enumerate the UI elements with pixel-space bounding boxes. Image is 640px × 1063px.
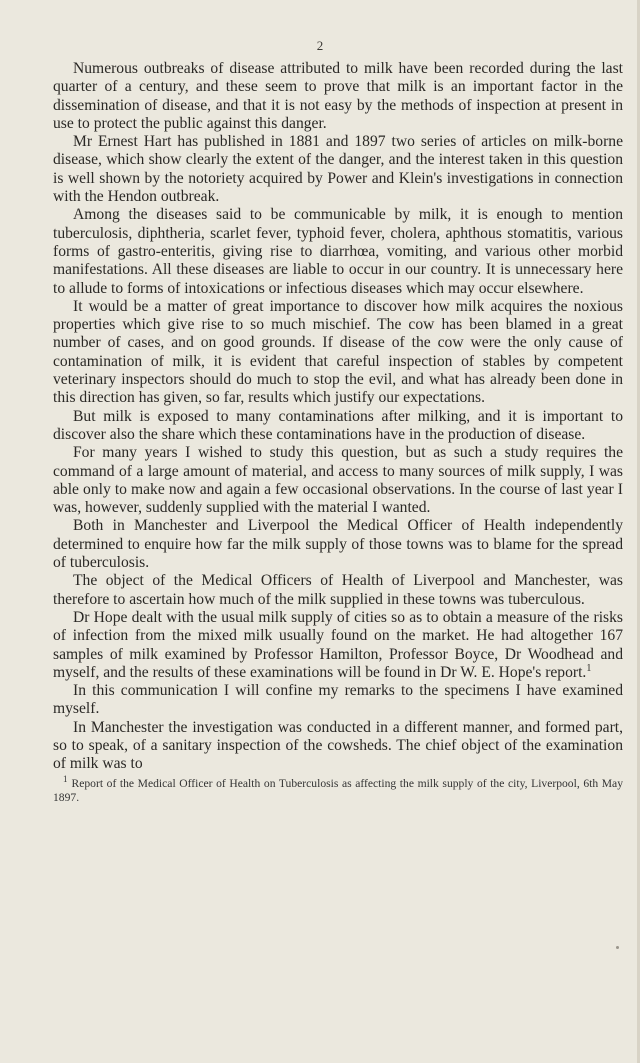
paragraph-with-footnote-ref <box>53 609 623 682</box>
paper-speck <box>616 946 619 949</box>
paragraph: But milk is exposed to many contaminations after milking, and it is important to discover also the share which these contaminations have in the production of disease. <box>53 407 623 443</box>
footnote-number: 1 <box>63 773 68 784</box>
paragraph: Numerous outbreaks of disease attributed to milk have been recorded during the last quarter of a century, and these seem to prove that milk is an important factor in the dissemination of disease, and that it is not easy by the methods of inspection at present in use to protect the public against this danger. <box>53 60 623 132</box>
paragraph: In Manchester the investigation was conducted in a different manner, and formed part, so to speak, of a sanitary inspection of the cowsheds. The chief object of the examination of milk was to <box>53 718 623 773</box>
page-number: 2 <box>316 38 324 53</box>
paragraph: Both in Manchester and Liverpool the Medical Officer of Health independently determined to enquire how far the milk supply of those towns was to blame for the spread of tuberculosis. <box>53 517 623 572</box>
paragraph: It would be a matter of great importance to discover how milk acquires the noxious properties which give rise to so much mischief. The cow has been blamed in a great number of cases, and on good grounds. If disease of the cow were the only cause of contamination of milk, it is evident that careful inspection of stables by competent veterinary inspectors should do much to stop the evil, and what has already been done in this direction has given, so far, results which justify our expectations. <box>53 297 623 407</box>
paragraph: The object of the Medical Officers of Health of Liverpool and Manchester, was therefore to ascertain how much of the milk supplied in these towns was tuberculous. <box>53 572 623 608</box>
paragraph: Among the diseases said to be communicable by milk, it is enough to mention tuberculosis, diphtheria, scarlet fever, typhoid fever, cholera, aphthous stomatitis, various forms of gastro-enteritis, giving rise to diarrhœa, vomiting, and various other morbid manifestations. All these diseases are liable to occur in our country. It is unnecessary here to allude to forms of intoxications or infectious diseases which may occur elsewhere. <box>53 206 623 297</box>
footnote-text: Report of the Medical Officer of Health on Tuberculosis as affecting the milk supply of the city, Liverpool, 6th May 1897. <box>53 776 623 804</box>
body-text <box>53 60 623 805</box>
paragraph-text: Dr Hope dealt with the usual milk supply of cities so as to obtain a measure of the risks of infection from the mixed milk usually found on the market. He had altogether 167 samples of milk examined by Professor Hamilton, Professor Boyce, Dr Woodhead and myself, and the results of these examinations will be found in Dr W. E. Hope's report. <box>53 608 623 681</box>
paragraph: In this communication I will confine my remarks to the specimens I have examined myself. <box>53 682 623 718</box>
footnote-reference: 1 <box>586 662 592 674</box>
paragraph: For many years I wished to study this question, but as such a study requires the command of a large amount of material, and access to many sources of milk supply, I was able only to make now and again a few occasional observations. In the course of last year I was, however, suddenly supplied with the material I wanted. <box>53 444 623 517</box>
footnote <box>53 773 623 805</box>
paragraph: Mr Ernest Hart has published in 1881 and 1897 two series of articles on milk-borne disease, which show clearly the extent of the danger, and the interest taken in this question is well shown by the notoriety acquired by Power and Klein's investigations in connection with the Hendon outbreak. <box>53 133 623 206</box>
